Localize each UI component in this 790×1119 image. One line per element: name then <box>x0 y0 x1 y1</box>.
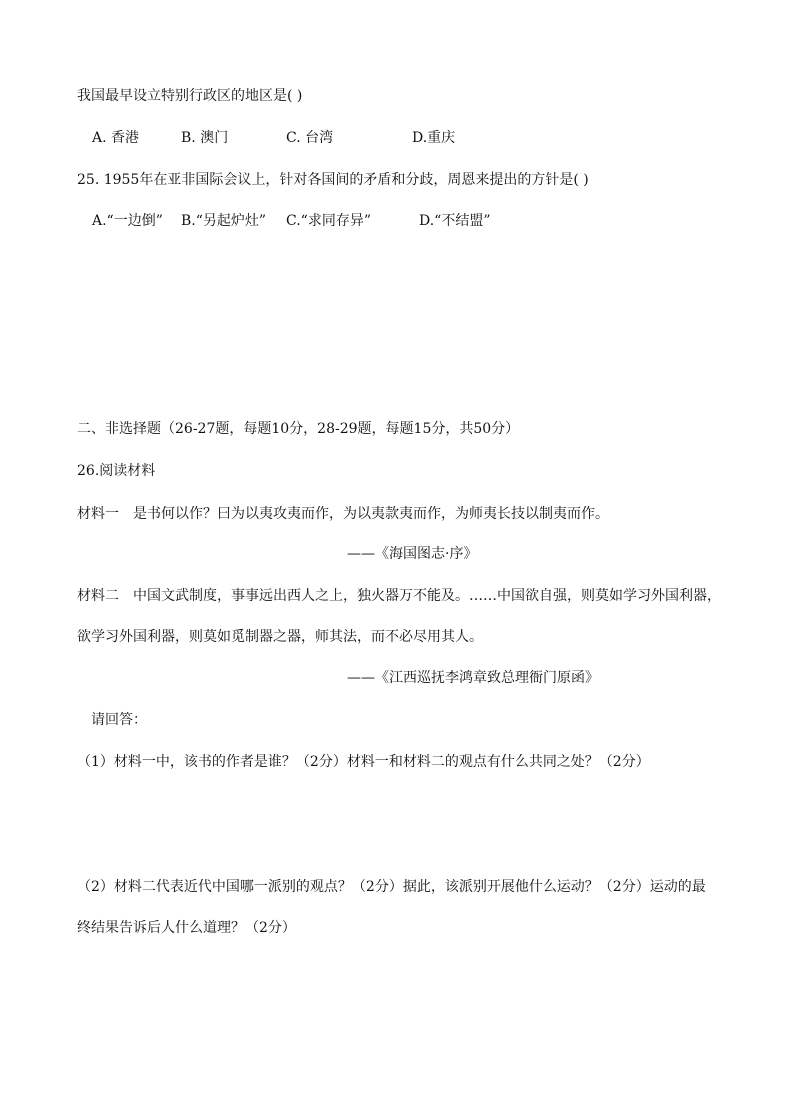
material-two-line-2: 欲学习外国利器，则莫如觅制器之器，师其法，而不必尽用其人。 <box>77 629 483 645</box>
question-25-stem: 25. 1955年在亚非国际会议上，针对各国间的矛盾和分歧，周恩来提出的方针是( ) <box>77 172 589 188</box>
material-one-source: ——《海国图志·序》 <box>347 546 478 562</box>
material-two-line-1: 材料二 中国文武制度，事事远出西人之上，独火器万不能及。……中国欲自强，则莫如学习外国利器， <box>77 588 721 604</box>
question-24-option-a: A. 香港 <box>92 130 140 146</box>
question-24-option-b: B. 澳门 <box>181 130 229 146</box>
question-24-option-d: D.重庆 <box>412 130 456 146</box>
material-two-source: ——《江西巡抚李鸿章致总理衙门原函》 <box>347 670 599 686</box>
answer-prompt: 请回答： <box>91 712 147 728</box>
question-25-option-c: C.“求同存异” <box>286 213 371 229</box>
sub-question-2-line-1: （2）材料二代表近代中国哪一派别的观点？（2分）据此，该派别开展他什么运动？（2分）运动的最 <box>77 879 706 895</box>
question-26-title: 26.阅读材料 <box>77 463 156 479</box>
question-24-stem: 我国最早设立特别行政区的地区是( ) <box>77 88 303 104</box>
sub-question-1: （1）材料一中，该书的作者是谁？（2分）材料一和材料二的观点有什么共同之处？（2分） <box>77 754 650 770</box>
material-one: 材料一 是书何以作？曰为以夷攻夷而作，为以夷款夷而作，为师夷长技以制夷而作。 <box>77 506 609 522</box>
question-24-option-c: C. 台湾 <box>286 130 334 146</box>
question-25-option-a: A.“一边倒” <box>92 213 163 229</box>
sub-question-2-line-2: 终结果告诉后人什么道理？（2分） <box>77 920 296 936</box>
section-heading: 二、非选择题（26-27题，每题10分，28-29题，每题15分，共50分） <box>77 421 520 437</box>
question-25-option-d: D.“不结盟” <box>419 213 491 229</box>
question-25-option-b: B.“另起炉灶” <box>181 213 267 229</box>
